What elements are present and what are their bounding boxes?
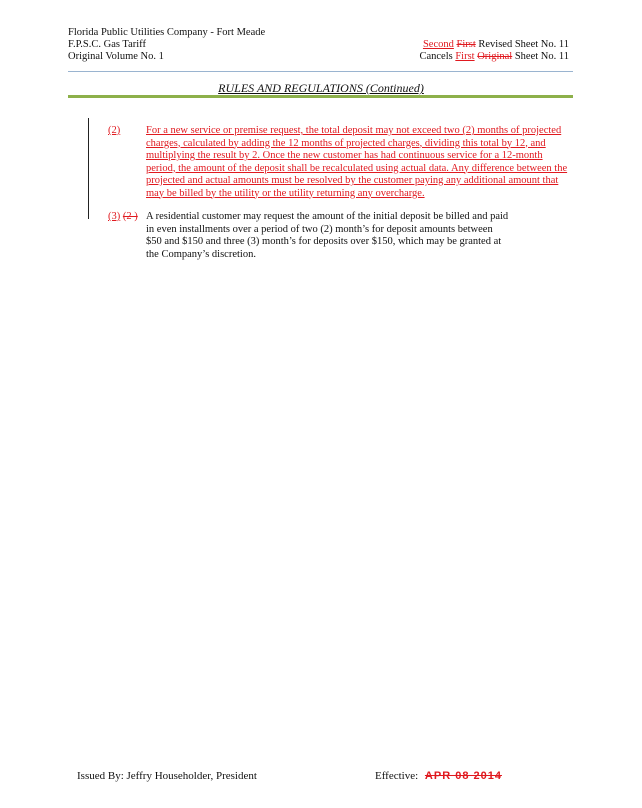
paragraph-3-text bbox=[146, 211, 566, 261]
issued-by: Issued By: Jeffry Householder, President bbox=[77, 770, 257, 782]
title-divider bbox=[68, 95, 573, 98]
paragraph-2-number bbox=[108, 125, 120, 138]
paragraph-line: multiplying the result by 2. Once the new customer has had continuous service for a 12-month bbox=[146, 150, 543, 161]
header-left bbox=[68, 27, 265, 63]
paragraph-line: charges, calculated by adding the 12 months of projected charges, dividing this total by 12, and bbox=[146, 137, 546, 149]
cancels-label: Cancels bbox=[419, 51, 453, 62]
tariff-name: F.P.S.C. Gas Tariff bbox=[68, 39, 146, 50]
sheet-rest-text: Revised Sheet No. 11 bbox=[478, 39, 569, 50]
cancels-sheet-line bbox=[419, 51, 569, 63]
cancels-struck-text: Original bbox=[477, 51, 513, 62]
revision-bar bbox=[88, 118, 89, 219]
sheet-struck-text: First bbox=[456, 39, 476, 50]
header-right bbox=[419, 39, 569, 63]
page-title-text: RULES AND REGULATIONS (Continued) bbox=[218, 81, 424, 95]
effective-line bbox=[375, 770, 502, 782]
paragraph-line: may be billed by the utility or the utility returning any overcharge. bbox=[146, 187, 425, 199]
paragraph-line: the Company’s discretion. bbox=[146, 248, 256, 260]
paragraph-line: in even installments over a period of two (2) month’s for deposit amounts between bbox=[146, 223, 493, 235]
company-name: Florida Public Utilities Company - Fort Meade bbox=[68, 27, 266, 38]
effective-date: APR 08 2014 bbox=[424, 770, 502, 782]
paragraph-3-number-new: (3) bbox=[108, 211, 121, 222]
paragraph-3-number-struck: (2 ) bbox=[122, 211, 138, 222]
paragraph-line: A residential customer may request the amount of the initial deposit be billed and paid bbox=[146, 211, 509, 222]
sheet-new-text: Second bbox=[422, 39, 454, 50]
revised-sheet-line bbox=[419, 39, 569, 51]
cancels-rest-text: Sheet No. 11 bbox=[514, 51, 569, 62]
page-title bbox=[0, 81, 642, 96]
paragraph-2-text bbox=[146, 125, 586, 200]
header-divider bbox=[68, 71, 573, 72]
volume-label: Original Volume No. 1 bbox=[68, 51, 164, 62]
paragraph-line: period, the amount of the deposit shall be recalculated using actual data. Any difference between the bbox=[146, 162, 568, 174]
cancels-new-text: First bbox=[455, 51, 475, 62]
paragraph-line: For a new service or premise request, the total deposit may not exceed two (2) months of projected bbox=[146, 125, 562, 136]
paragraph-line: projected and actual amounts must be resolved by the customer paying any additional amount that bbox=[146, 175, 559, 186]
effective-label: Effective: bbox=[375, 770, 419, 782]
paragraph-3-number bbox=[108, 211, 138, 224]
paragraph-2-number-text: (2) bbox=[108, 125, 121, 136]
paragraph-line: $50 and $150 and three (3) month’s for deposits over $150, which may be granted at bbox=[146, 236, 502, 247]
